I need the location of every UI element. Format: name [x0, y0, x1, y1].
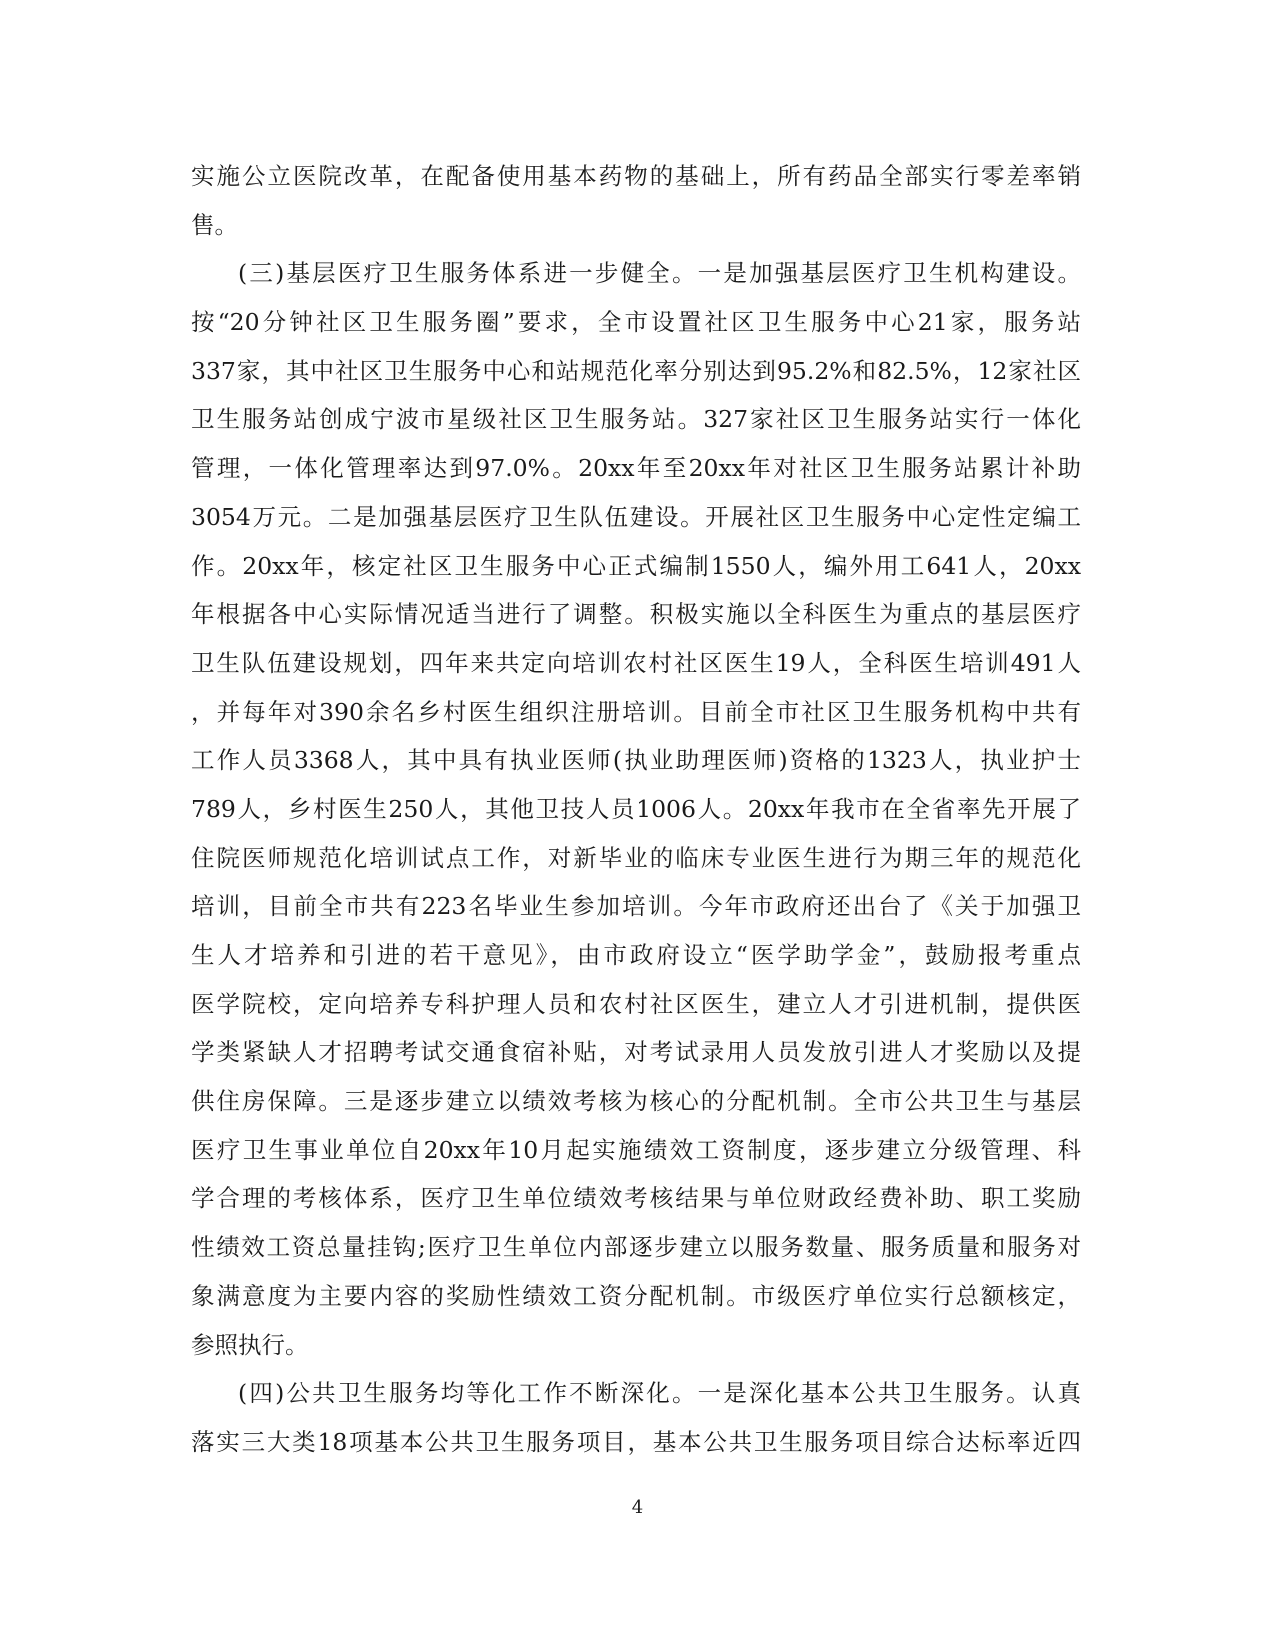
text-line: 337家，其中社区卫生服务中心和站规范化率分别达到95.2%和82.5%，12家社区	[191, 356, 1081, 385]
text-line: 年根据各中心实际情况适当进行了调整。积极实施以全科医生为重点的基层医疗	[191, 600, 1081, 629]
text-line: 实施公立医院改革，在配备使用基本药物的基础上，所有药品全部实行零差率销	[191, 162, 1081, 190]
text-line: 学类紧缺人才招聘考试交通食宿补贴，对考试录用人员发放引进人才奖励以及提	[191, 1038, 1081, 1067]
text-line: 学合理的考核体系，医疗卫生单位绩效考核结果与单位财政经费补助、职工奖励	[191, 1184, 1081, 1213]
section-heading-line: (三)基层医疗卫生服务体系进一步健全。一是加强基层医疗卫生机构建设。	[238, 259, 1081, 288]
text-line: 象满意度为主要内容的奖励性绩效工资分配机制。市级医疗单位实行总额核定，	[191, 1281, 1081, 1310]
text-line: 供住房保障。三是逐步建立以绩效考核为核心的分配机制。全市公共卫生与基层	[191, 1087, 1081, 1116]
text-line: ，并每年对390余名乡村医生组织注册培训。目前全市社区卫生服务机构中共有	[191, 697, 1081, 726]
text-line: 生人才培养和引进的若干意见》，由市政府设立“医学助学金”，鼓励报考重点	[191, 941, 1081, 969]
text-line: 管理，一体化管理率达到97.0%。20xx年至20xx年对社区卫生服务站累计补助	[191, 454, 1081, 483]
text-line: 卫生服务站创成宁波市星级社区卫生服务站。327家社区卫生服务站实行一体化	[191, 405, 1081, 434]
text-line: 落实三大类18项基本公共卫生服务项目，基本公共卫生服务项目综合达标率近四	[191, 1427, 1081, 1456]
text-line: 性绩效工资总量挂钩;医疗卫生单位内部逐步建立以服务数量、服务质量和服务对	[191, 1233, 1081, 1262]
section-heading-line: (四)公共卫生服务均等化工作不断深化。一是深化基本公共卫生服务。认真	[238, 1379, 1081, 1408]
text-line: 医学院校，定向培养专科护理人员和农村社区医生，建立人才引进机制，提供医	[191, 989, 1081, 1018]
text-line: 住院医师规范化培训试点工作，对新毕业的临床专业医生进行为期三年的规范化	[191, 843, 1081, 872]
text-line: 3054万元。二是加强基层医疗卫生队伍建设。开展社区卫生服务中心定性定编工	[191, 502, 1081, 531]
text-line: 医疗卫生事业单位自20xx年10月起实施绩效工资制度，逐步建立分级管理、科	[191, 1135, 1081, 1164]
text-line: 卫生队伍建设规划，四年来共定向培训农村社区医生19人，全科医生培训491人	[191, 648, 1081, 677]
text-line: 工作人员3368人，其中具有执业医师(执业助理医师)资格的1323人，执业护士	[191, 746, 1081, 775]
text-line: 售。	[191, 210, 238, 239]
text-line: 789人，乡村医生250人，其他卫技人员1006人。20xx年我市在全省率先开展了	[191, 794, 1081, 823]
text-line: 按“20分钟社区卫生服务圈”要求，全市设置社区卫生服务中心21家，服务站	[191, 308, 1081, 337]
text-line: 作。20xx年，核定社区卫生服务中心正式编制1550人，编外用工641人，20xx	[191, 551, 1081, 580]
text-line: 参照执行。	[191, 1330, 309, 1359]
text-line: 培训，目前全市共有223名毕业生参加培训。今年市政府还出台了《关于加强卫	[191, 892, 1081, 921]
body-text	[191, 152, 1081, 1467]
page-number: 4	[631, 1497, 644, 1518]
